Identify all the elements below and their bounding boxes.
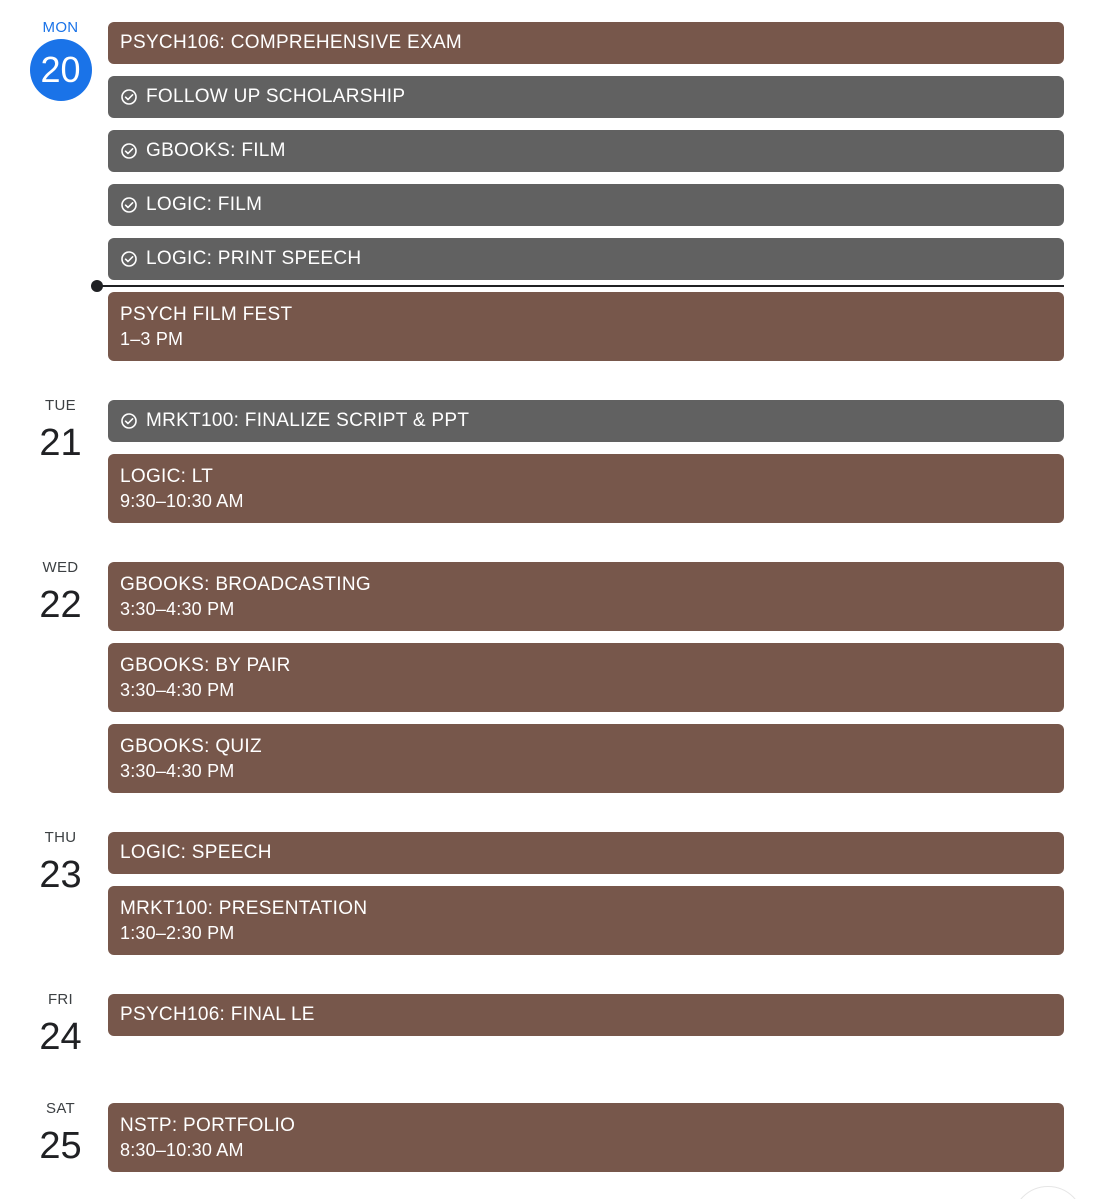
check-circle-icon: [120, 412, 138, 430]
check-circle-icon: [120, 196, 138, 214]
task-chip[interactable]: [108, 130, 1064, 172]
day-of-week: FRI: [47, 991, 74, 1008]
floating-action-button[interactable]: [1012, 1186, 1084, 1199]
date-number: 23: [39, 854, 82, 896]
event-chip[interactable]: [108, 292, 1064, 361]
event-title: GBOOKS: QUIZ: [120, 735, 262, 757]
event-chip[interactable]: [108, 994, 1064, 1036]
task-title: LOGIC: PRINT SPEECH: [146, 248, 362, 269]
event-title: PSYCH106: FINAL LE: [120, 1004, 315, 1025]
event-time: 8:30–10:30 AM: [120, 1139, 244, 1160]
event-title: NSTP: PORTFOLIO: [120, 1114, 296, 1136]
event-time: 1–3 PM: [120, 328, 184, 349]
day-of-week: THU: [44, 829, 77, 846]
event-title: LOGIC: SPEECH: [120, 842, 272, 863]
event-chip[interactable]: [108, 22, 1064, 64]
day-label-mon[interactable]: [0, 19, 121, 101]
day-label-fri[interactable]: [0, 991, 121, 1059]
current-time-line: [97, 285, 1064, 287]
event-chip[interactable]: [108, 454, 1064, 523]
event-title: PSYCH FILM FEST: [120, 303, 293, 325]
check-circle-icon: [120, 88, 138, 106]
event-chip[interactable]: [108, 832, 1064, 874]
task-chip[interactable]: [108, 238, 1064, 280]
day-label-thu[interactable]: [0, 829, 121, 897]
event-title: GBOOKS: BROADCASTING: [120, 573, 371, 595]
event-chip[interactable]: [108, 886, 1064, 955]
task-title: LOGIC: FILM: [146, 194, 263, 215]
event-time: 3:30–4:30 PM: [120, 760, 235, 781]
task-chip[interactable]: [108, 400, 1064, 442]
day-of-week: SAT: [46, 1100, 75, 1117]
task-title: MRKT100: FINALIZE SCRIPT & PPT: [146, 410, 470, 431]
task-chip[interactable]: [108, 184, 1064, 226]
event-time: 9:30–10:30 AM: [120, 490, 244, 511]
event-chip[interactable]: [108, 1103, 1064, 1172]
check-circle-icon: [120, 142, 138, 160]
event-title: MRKT100: PRESENTATION: [120, 897, 368, 919]
event-chip[interactable]: [108, 643, 1064, 712]
event-time: 3:30–4:30 PM: [120, 598, 235, 619]
event-chip[interactable]: [108, 724, 1064, 793]
day-label-tue[interactable]: [0, 397, 121, 465]
day-of-week: WED: [42, 559, 79, 576]
day-of-week: MON: [42, 19, 79, 36]
event-title: LOGIC: LT: [120, 465, 214, 487]
date-number: 24: [39, 1016, 82, 1058]
event-chip[interactable]: [108, 562, 1064, 631]
check-circle-icon: [120, 250, 138, 268]
task-title: FOLLOW UP SCHOLARSHIP: [146, 86, 406, 107]
task-title: GBOOKS: FILM: [146, 140, 286, 161]
event-time: 1:30–2:30 PM: [120, 922, 235, 943]
date-number: 25: [39, 1125, 82, 1167]
today-date-badge: 20: [30, 39, 92, 101]
day-label-wed[interactable]: [0, 559, 121, 627]
current-time-dot: [91, 280, 103, 292]
event-title: GBOOKS: BY PAIR: [120, 654, 291, 676]
event-time: 3:30–4:30 PM: [120, 679, 235, 700]
task-chip[interactable]: [108, 76, 1064, 118]
date-number: 21: [39, 422, 82, 464]
day-of-week: TUE: [45, 397, 76, 414]
event-title: PSYCH106: COMPREHENSIVE EXAM: [120, 32, 463, 53]
date-number: 22: [39, 584, 82, 626]
day-label-sat[interactable]: [0, 1100, 121, 1168]
